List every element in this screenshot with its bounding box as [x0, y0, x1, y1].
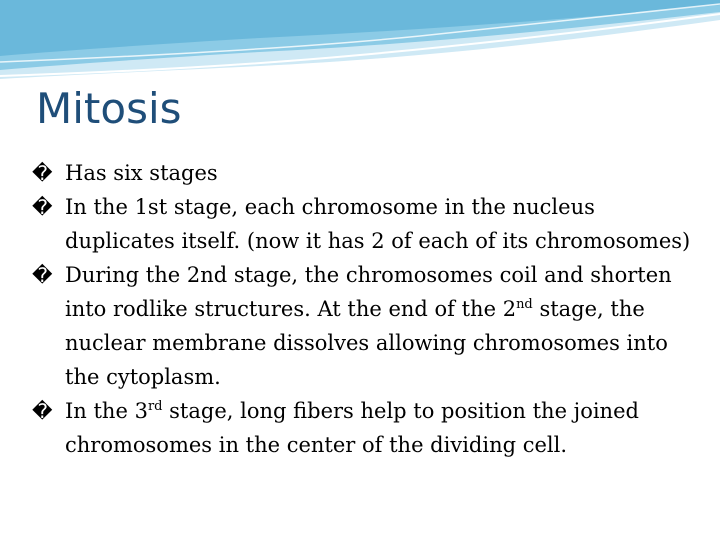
bullet-icon: �	[32, 161, 53, 185]
slide-title: Mitosis	[36, 84, 182, 133]
header-wave-decoration	[0, 0, 720, 90]
ordinal-superscript: rd	[147, 399, 163, 414]
bullet-text: In the 3	[65, 399, 148, 423]
bullet-item	[32, 258, 702, 394]
bullet-text-continued: stage, long fibers help to position the joined chromosomes in the center of the dividing cell.	[65, 399, 639, 457]
ordinal-superscript: nd	[516, 297, 533, 312]
bullet-item	[32, 190, 702, 258]
bullet-text: In the 1st stage, each chromosome in the nucleus duplicates itself. (now it has 2 of each of its chromosomes)	[65, 195, 691, 253]
bullet-text: Has six stages	[65, 161, 218, 185]
bullet-icon: �	[32, 195, 53, 219]
bullet-item	[32, 394, 702, 462]
bullet-icon: �	[32, 399, 53, 423]
bullet-text: During the 2nd stage, the chromosomes coil and shorten into rodlike structures. At the end of the 2	[65, 263, 672, 321]
bullet-list	[32, 156, 702, 462]
bullet-text-continued: stage, the nuclear membrane dissolves allowing chromosomes into the cytoplasm.	[65, 297, 668, 389]
bullet-icon: �	[32, 263, 53, 287]
bullet-item	[32, 156, 702, 190]
